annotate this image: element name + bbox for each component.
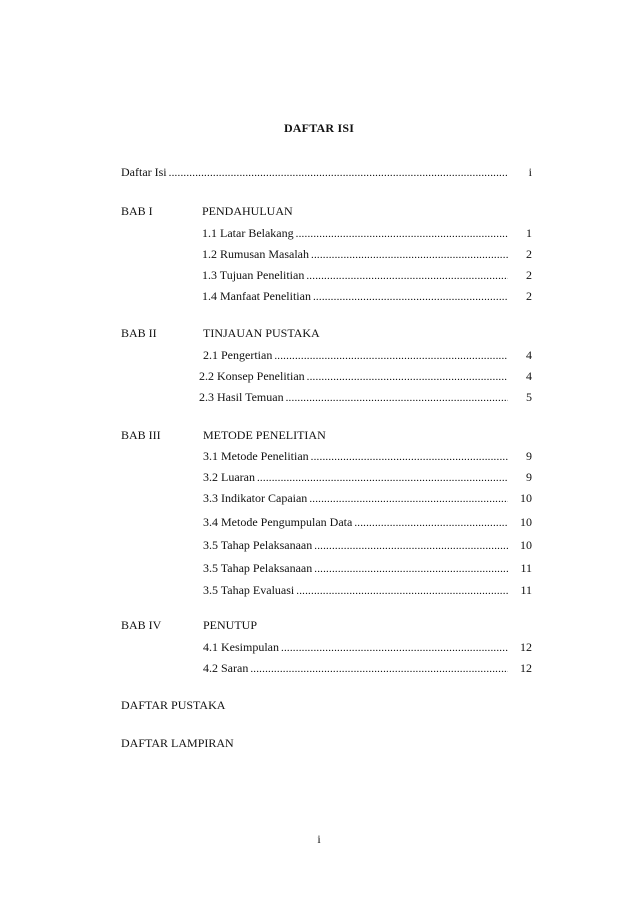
bab-code: BAB IV	[121, 618, 162, 632]
toc-entry-label: 3.5 Tahap Evaluasi	[203, 583, 295, 597]
toc-page-number: 10	[520, 538, 532, 552]
toc-entry[interactable]	[199, 389, 508, 405]
toc-entry-label: 2.2 Konsep Penelitian	[199, 369, 305, 383]
toc-entry[interactable]	[203, 469, 508, 485]
toc-page-number: 11	[520, 583, 532, 597]
toc-entry-label: 2.1 Pengertian	[203, 348, 273, 362]
toc-leader-dots	[296, 226, 508, 242]
toc-entry[interactable]	[202, 246, 508, 262]
toc-leader-dots	[309, 491, 508, 507]
toc-leader-dots	[169, 165, 508, 181]
toc-leader-dots	[274, 348, 508, 364]
toc-page-number: i	[528, 165, 532, 179]
toc-entry[interactable]	[199, 368, 508, 384]
toc-entry[interactable]	[202, 225, 508, 241]
toc-entry-daftar-lampiran[interactable]: DAFTAR LAMPIRAN	[121, 736, 234, 750]
toc-leader-dots	[296, 583, 508, 599]
toc-leader-dots	[313, 289, 508, 305]
toc-page-number: 5	[526, 390, 532, 404]
toc-leader-dots	[306, 268, 508, 284]
toc-entry[interactable]	[203, 582, 508, 598]
toc-leader-dots	[354, 515, 508, 531]
toc-leader-dots	[250, 661, 508, 677]
toc-entry-label: 1.3 Tujuan Penelitian	[202, 268, 305, 282]
footer-page-number: i	[317, 832, 321, 846]
toc-leader-dots	[314, 561, 508, 577]
toc-page-number: 12	[520, 661, 532, 675]
toc-entry[interactable]	[203, 560, 508, 576]
toc-page-number: 4	[526, 348, 532, 362]
toc-entry[interactable]	[203, 347, 508, 363]
toc-page-number: 4	[526, 369, 532, 383]
toc-leader-dots	[311, 449, 508, 465]
toc-entry-label: 3.5 Tahap Pelaksanaan	[203, 538, 313, 552]
toc-leader-dots	[257, 470, 508, 486]
toc-entry-label: 4.1 Kesimpulan	[203, 640, 279, 654]
toc-entry[interactable]	[203, 639, 508, 655]
toc-page-number: 9	[526, 449, 532, 463]
bab-title: PENUTUP	[203, 618, 258, 632]
bab-code: BAB III	[121, 428, 161, 442]
toc-entry[interactable]	[203, 448, 508, 464]
toc-page-number: 10	[520, 515, 532, 529]
toc-entry-label: 3.3 Indikator Capaian	[203, 491, 308, 505]
toc-page-number: 2	[526, 289, 532, 303]
toc-entry[interactable]	[202, 267, 508, 283]
toc-entry-daftar-pustaka[interactable]: DAFTAR PUSTAKA	[121, 698, 226, 712]
toc-entry-label: 1.2 Rumusan Masalah	[202, 247, 309, 261]
toc-entry-daftar-isi[interactable]	[121, 164, 508, 180]
toc-leader-dots	[281, 640, 508, 656]
bab-code: BAB II	[121, 326, 157, 340]
bab-code: BAB I	[121, 204, 153, 218]
toc-entry[interactable]	[203, 490, 508, 506]
toc-entry[interactable]	[202, 288, 508, 304]
bab-title: TINJAUAN PUSTAKA	[203, 326, 320, 340]
toc-page-number: 12	[520, 640, 532, 654]
toc-page-number: 2	[526, 268, 532, 282]
toc-entry[interactable]	[203, 514, 508, 530]
toc-page-number: 9	[526, 470, 532, 484]
toc-entry-label: Daftar Isi	[121, 165, 167, 179]
toc-page-number: 1	[526, 226, 532, 240]
toc-entry-label: 2.3 Hasil Temuan	[199, 390, 284, 404]
toc-entry-label: 3.1 Metode Penelitian	[203, 449, 309, 463]
toc-entry-label: 1.4 Manfaat Penelitian	[202, 289, 311, 303]
toc-page-number: 2	[526, 247, 532, 261]
toc-entry-label: 1.1 Latar Belakang	[202, 226, 294, 240]
page-title: DAFTAR ISI	[283, 121, 355, 135]
bab-title: METODE PENELITIAN	[203, 428, 326, 442]
toc-entry-label: 4.2 Saran	[203, 661, 249, 675]
bab-title: PENDAHULUAN	[202, 204, 293, 218]
toc-page-number: 11	[520, 561, 532, 575]
toc-leader-dots	[311, 247, 508, 263]
toc-page-number: 10	[520, 491, 532, 505]
toc-entry-label: 3.4 Metode Pengumpulan Data	[203, 515, 353, 529]
toc-entry[interactable]	[203, 537, 508, 553]
toc-entry[interactable]	[203, 660, 508, 676]
toc-leader-dots	[286, 390, 508, 406]
toc-leader-dots	[307, 369, 508, 385]
toc-entry-label: 3.2 Luaran	[203, 470, 255, 484]
toc-leader-dots	[314, 538, 508, 554]
toc-entry-label: 3.5 Tahap Pelaksanaan	[203, 561, 313, 575]
